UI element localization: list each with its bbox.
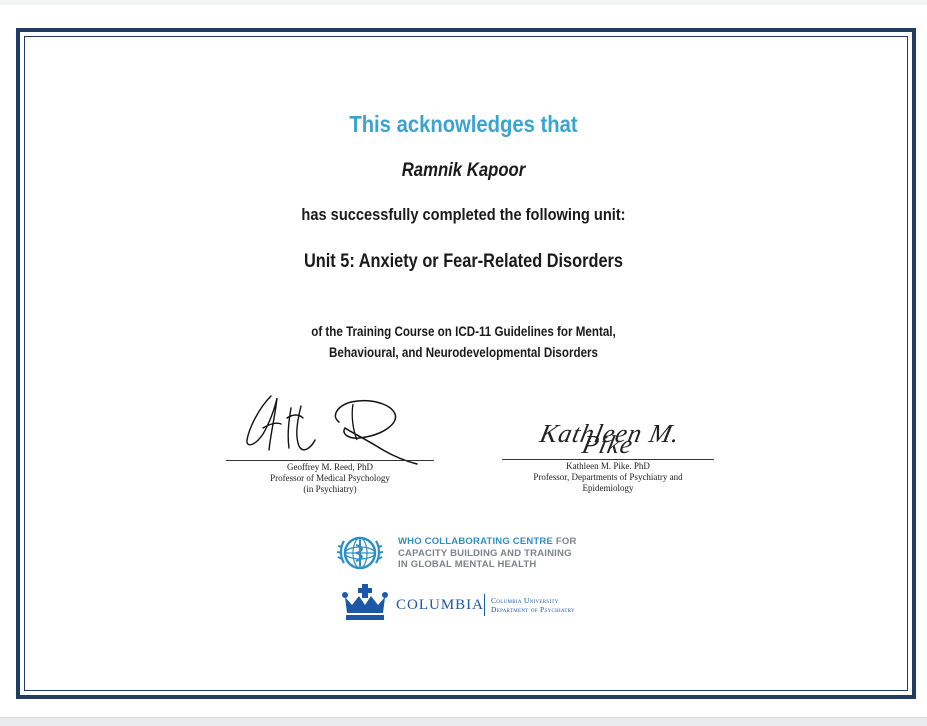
signature-reed-image <box>241 388 431 466</box>
who-line-1-rest: FOR <box>553 536 577 547</box>
signatory-title-reed-1: Professor of Medical Psychology <box>270 473 390 483</box>
signatory-title-reed-2: (in Psychiatry) <box>303 484 357 494</box>
who-line-1-highlight: WHO COLLABORATING CENTRE <box>398 536 554 547</box>
signature-pike-script: Kathleen M. Pike <box>537 419 684 459</box>
columbia-crown-icon <box>342 583 388 621</box>
columbia-dept-line-2: Department of Psychiatry <box>491 605 575 614</box>
unit-title: Unit 5: Anxiety or Fear-Related Disorders <box>303 251 624 272</box>
signatory-name-reed: Geoffrey M. Reed, PhD <box>286 462 374 472</box>
course-line-1: of the Training Course on ICD-11 Guidelines for Mental, <box>311 324 616 339</box>
who-line-3: IN GLOBAL MENTAL HEALTH <box>398 559 537 570</box>
signatory-title-pike-1: Professor, Departments of Psychiatry and <box>533 472 683 482</box>
recipient-name: Ramnik Kapoor <box>401 160 526 181</box>
columbia-divider <box>484 594 485 616</box>
acknowledgement-line: This acknowledges that <box>349 111 578 137</box>
who-emblem-icon <box>336 529 384 577</box>
signature-pike-image <box>512 419 707 459</box>
who-collaborating-centre-text <box>398 536 577 571</box>
signature-line-pike <box>502 459 714 460</box>
who-line-2: CAPACITY BUILDING AND TRAINING <box>398 547 572 559</box>
completion-line: has successfully completed the following unit: <box>301 205 626 224</box>
columbia-dept-line-1: Columbia University <box>491 596 559 605</box>
course-line-2: Behavioural, and Neurodevelopmental Disorders <box>328 345 599 360</box>
columbia-wordmark: COLUMBIA <box>396 597 485 613</box>
columbia-department <box>491 596 575 614</box>
signatory-name-pike: Kathleen M. Pike. PhD <box>566 461 650 471</box>
signatory-title-pike-2: Epidemiology <box>582 483 634 493</box>
signature-line-reed <box>226 460 434 461</box>
